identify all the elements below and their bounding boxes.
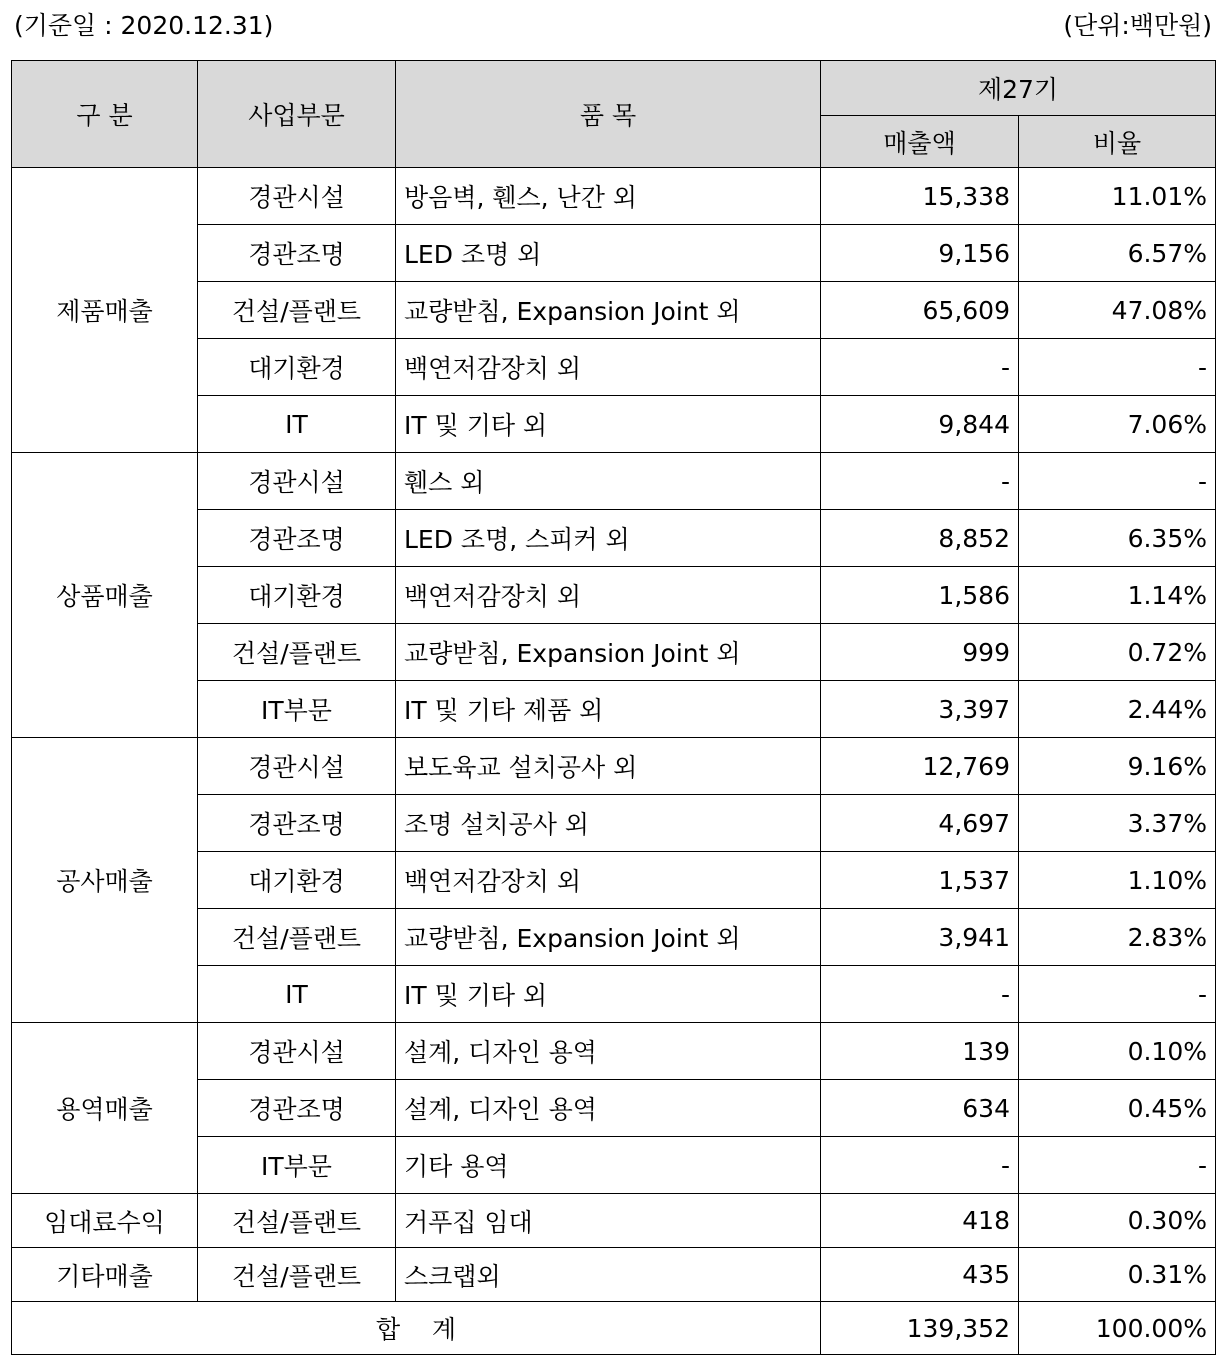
total-sales: 139,352 <box>821 1302 1019 1355</box>
base-date: (기준일 : 2020.12.31) <box>14 11 274 40</box>
division-cell: 경관조명 <box>198 1080 396 1137</box>
sales-cell: 139 <box>821 1023 1019 1080</box>
category-cell: 제품매출 <box>12 168 198 453</box>
header-sales: 매출액 <box>821 116 1019 168</box>
table-row <box>12 1194 1216 1248</box>
ratio-cell: - <box>1019 339 1216 396</box>
ratio-cell: 47.08% <box>1019 282 1216 339</box>
total-label-text: 합 계 <box>375 1315 457 1344</box>
ratio-cell: 0.30% <box>1019 1194 1216 1248</box>
total-label <box>12 1302 821 1355</box>
item-cell: 휀스 외 <box>396 453 821 510</box>
item-cell: 교량받침, Expansion Joint 외 <box>396 624 821 681</box>
sales-cell: - <box>821 339 1019 396</box>
category-cell: 상품매출 <box>12 453 198 738</box>
item-cell: IT 및 기타 외 <box>396 966 821 1023</box>
sales-cell: 8,852 <box>821 510 1019 567</box>
item-cell: 백연저감장치 외 <box>396 567 821 624</box>
item-cell: 교량받침, Expansion Joint 외 <box>396 282 821 339</box>
division-cell: 대기환경 <box>198 339 396 396</box>
division-cell: 경관시설 <box>198 168 396 225</box>
category-cell: 임대료수익 <box>12 1194 198 1248</box>
header-period: 제27기 <box>821 61 1216 116</box>
table-row <box>12 453 1216 510</box>
table-row <box>12 168 1216 225</box>
division-cell: 건설/플랜트 <box>198 1194 396 1248</box>
header-item: 품 목 <box>396 61 821 168</box>
sales-cell: 12,769 <box>821 738 1019 795</box>
table-row <box>12 1248 1216 1302</box>
ratio-cell: 7.06% <box>1019 396 1216 453</box>
ratio-cell: 0.72% <box>1019 624 1216 681</box>
ratio-cell: 6.35% <box>1019 510 1216 567</box>
division-cell: 경관조명 <box>198 225 396 282</box>
ratio-cell: 0.45% <box>1019 1080 1216 1137</box>
total-row <box>12 1302 1216 1355</box>
item-cell: 기타 용역 <box>396 1137 821 1194</box>
item-cell: IT 및 기타 제품 외 <box>396 681 821 738</box>
item-cell: IT 및 기타 외 <box>396 396 821 453</box>
sales-cell: 15,338 <box>821 168 1019 225</box>
sales-cell: - <box>821 453 1019 510</box>
item-cell: 방음벽, 휀스, 난간 외 <box>396 168 821 225</box>
ratio-cell: 0.10% <box>1019 1023 1216 1080</box>
sales-cell: - <box>821 966 1019 1023</box>
sales-cell: 1,586 <box>821 567 1019 624</box>
item-cell: 스크랩외 <box>396 1248 821 1302</box>
ratio-cell: 1.10% <box>1019 852 1216 909</box>
division-cell: 건설/플랜트 <box>198 909 396 966</box>
division-cell: IT부문 <box>198 681 396 738</box>
ratio-cell: - <box>1019 966 1216 1023</box>
category-cell: 기타매출 <box>12 1248 198 1302</box>
division-cell: 경관조명 <box>198 510 396 567</box>
division-cell: 건설/플랜트 <box>198 282 396 339</box>
header-division: 사업부문 <box>198 61 396 168</box>
sales-cell: 1,537 <box>821 852 1019 909</box>
ratio-cell: 1.14% <box>1019 567 1216 624</box>
item-cell: 보도육교 설치공사 외 <box>396 738 821 795</box>
division-cell: 건설/플랜트 <box>198 1248 396 1302</box>
item-cell: LED 조명 외 <box>396 225 821 282</box>
header-row <box>12 61 1216 116</box>
category-cell: 용역매출 <box>12 1023 198 1194</box>
sales-cell: 65,609 <box>821 282 1019 339</box>
sales-table <box>11 60 1216 1355</box>
division-cell: 건설/플랜트 <box>198 624 396 681</box>
category-cell: 공사매출 <box>12 738 198 1023</box>
item-cell: 설계, 디자인 용역 <box>396 1080 821 1137</box>
sales-cell: 9,156 <box>821 225 1019 282</box>
item-cell: LED 조명, 스피커 외 <box>396 510 821 567</box>
ratio-cell: 9.16% <box>1019 738 1216 795</box>
item-cell: 설계, 디자인 용역 <box>396 1023 821 1080</box>
header-category: 구 분 <box>12 61 198 168</box>
division-cell: IT <box>198 966 396 1023</box>
table-body <box>12 168 1216 1302</box>
table-caption <box>14 6 1212 46</box>
division-cell: 경관조명 <box>198 795 396 852</box>
table-row <box>12 738 1216 795</box>
ratio-cell: 2.83% <box>1019 909 1216 966</box>
sales-cell: 9,844 <box>821 396 1019 453</box>
header-ratio: 비율 <box>1019 116 1216 168</box>
ratio-cell: 0.31% <box>1019 1248 1216 1302</box>
sales-cell: 634 <box>821 1080 1019 1137</box>
sales-cell: 3,941 <box>821 909 1019 966</box>
division-cell: 경관시설 <box>198 453 396 510</box>
division-cell: 대기환경 <box>198 567 396 624</box>
item-cell: 백연저감장치 외 <box>396 852 821 909</box>
division-cell: 대기환경 <box>198 852 396 909</box>
item-cell: 조명 설치공사 외 <box>396 795 821 852</box>
ratio-cell: 3.37% <box>1019 795 1216 852</box>
sales-cell: 418 <box>821 1194 1019 1248</box>
item-cell: 백연저감장치 외 <box>396 339 821 396</box>
item-cell: 거푸집 임대 <box>396 1194 821 1248</box>
sales-cell: - <box>821 1137 1019 1194</box>
division-cell: 경관시설 <box>198 1023 396 1080</box>
sales-cell: 999 <box>821 624 1019 681</box>
item-cell: 교량받침, Expansion Joint 외 <box>396 909 821 966</box>
sales-cell: 435 <box>821 1248 1019 1302</box>
sales-cell: 4,697 <box>821 795 1019 852</box>
total-ratio: 100.00% <box>1019 1302 1216 1355</box>
ratio-cell: 6.57% <box>1019 225 1216 282</box>
division-cell: IT <box>198 396 396 453</box>
table-row <box>12 1023 1216 1080</box>
ratio-cell: 11.01% <box>1019 168 1216 225</box>
ratio-cell: - <box>1019 1137 1216 1194</box>
division-cell: IT부문 <box>198 1137 396 1194</box>
ratio-cell: 2.44% <box>1019 681 1216 738</box>
sales-cell: 3,397 <box>821 681 1019 738</box>
division-cell: 경관시설 <box>198 738 396 795</box>
ratio-cell: - <box>1019 453 1216 510</box>
unit-label: (단위:백만원) <box>1063 11 1212 40</box>
